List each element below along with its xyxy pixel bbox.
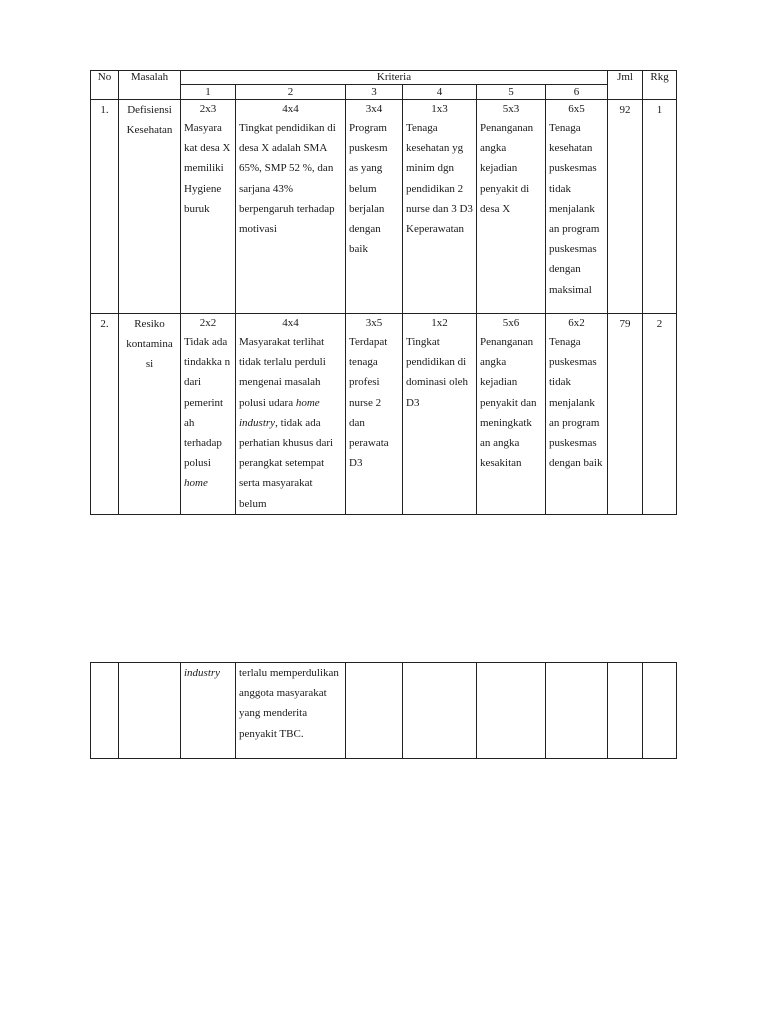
criterion-cell xyxy=(236,663,346,759)
row-number: 1. xyxy=(91,100,119,314)
rank xyxy=(643,663,677,759)
criterion-cell xyxy=(477,663,546,759)
criterion-cell xyxy=(477,314,546,515)
italic-text: industry xyxy=(184,667,221,679)
criterion-text: Penanganan angka kejadian penyakit dan meningkatk an angka kesakitan xyxy=(480,336,537,470)
header-rkg: Rkg xyxy=(643,71,677,100)
criterion-cell xyxy=(181,100,236,314)
score: 6x5 xyxy=(568,103,585,115)
total-score xyxy=(608,663,643,759)
text-part: Tidak ada tindakka n dari pemerint ah terhadap polusi xyxy=(184,336,231,470)
criterion-cell xyxy=(181,663,236,759)
header-jml: Jml xyxy=(608,71,643,100)
header-criterion-1: 1 xyxy=(181,85,236,100)
criterion-text: Tenaga puskesmas tidak menjalank an program puskesmas dengan baik xyxy=(549,336,603,470)
text-part: Masyarakat terlihat tidak terlalu perduli mengenai masalah polusi udara xyxy=(239,336,326,409)
table-row xyxy=(91,663,677,759)
criterion-text: Program puskesm as yang belum berjalan dengan baik xyxy=(349,122,388,256)
score: 5x3 xyxy=(502,103,520,115)
header-criterion-5: 5 xyxy=(477,85,546,100)
criterion-cell xyxy=(403,314,477,515)
criterion-text: Terdapat tenaga profesi nurse 2 dan perawata D3 xyxy=(349,336,389,470)
score: 3x5 xyxy=(365,317,383,329)
criterion-cell xyxy=(346,663,403,759)
criterion-text: Masyara kat desa X memiliki Hygiene buruk xyxy=(184,122,231,215)
score: 1x3 xyxy=(431,103,448,115)
italic-text: home xyxy=(184,477,208,490)
criterion-cell xyxy=(546,100,608,314)
score: 3x4 xyxy=(365,103,383,115)
criterion-cell xyxy=(403,100,477,314)
problem-name xyxy=(119,663,181,759)
criterion-text xyxy=(184,332,232,494)
italic-text: home industry xyxy=(239,396,320,429)
rank: 1 xyxy=(643,100,677,314)
criteria-table xyxy=(90,70,677,515)
criterion-cell xyxy=(181,314,236,515)
criterion-cell xyxy=(346,100,403,314)
rank: 2 xyxy=(643,314,677,515)
score: 2x2 xyxy=(199,317,217,329)
criterion-text: Tenaga kesehatan yg minim dgn pendidikan 2 nurse dan 3 D3 Keperawatan xyxy=(406,122,473,236)
table-row xyxy=(91,100,677,314)
criterion-text: Penanganan angka kejadian penyakit di desa X xyxy=(480,122,534,215)
row-number xyxy=(91,663,119,759)
score: 6x2 xyxy=(568,317,585,329)
criterion-cell xyxy=(236,100,346,314)
header-masalah: Masalah xyxy=(119,71,181,100)
criterion-cell xyxy=(346,314,403,515)
score: 1x2 xyxy=(431,317,448,329)
total-score: 79 xyxy=(608,314,643,515)
header-criterion-4: 4 xyxy=(403,85,477,100)
header-no: No xyxy=(91,71,119,100)
criterion-cell xyxy=(403,663,477,759)
criterion-cell xyxy=(477,100,546,314)
header-criterion-6: 6 xyxy=(546,85,608,100)
criterion-text: Tingkat pendidikan di dominasi oleh D3 xyxy=(406,336,469,409)
header-criterion-3: 3 xyxy=(346,85,403,100)
score: 5x6 xyxy=(502,317,520,329)
row-number: 2. xyxy=(91,314,119,515)
criterion-text: Tingkat pendidikan di desa X adalah SMA 65%, SMP 52 %, dan sarjana 43% berpengaruh terhadap motivasi xyxy=(239,122,336,236)
score: 4x4 xyxy=(282,317,299,329)
criteria-table-continuation xyxy=(90,662,677,759)
text-part: , tidak ada perhatian khusus dari perangkat setempat serta masyarakat belum xyxy=(239,416,334,510)
table-row xyxy=(91,314,677,515)
criterion-text: Tenaga kesehatan puskesmas tidak menjalank an program puskesmas dengan maksimal xyxy=(549,122,600,296)
criterion-text: terlalu memperdulikan anggota masyarakat yang menderita penyakit TBC. xyxy=(239,667,339,740)
score: 2x3 xyxy=(199,103,217,115)
problem-name: Resiko kontamina si xyxy=(119,314,181,515)
criterion-cell xyxy=(546,314,608,515)
total-score: 92 xyxy=(608,100,643,314)
problem-name: Defisiensi Kesehatan xyxy=(119,100,181,314)
header-kriteria: Kriteria xyxy=(181,71,608,85)
score: 4x4 xyxy=(282,103,299,115)
criterion-text xyxy=(239,332,342,514)
header-criterion-2: 2 xyxy=(236,85,346,100)
criterion-cell xyxy=(546,663,608,759)
criterion-cell xyxy=(236,314,346,515)
